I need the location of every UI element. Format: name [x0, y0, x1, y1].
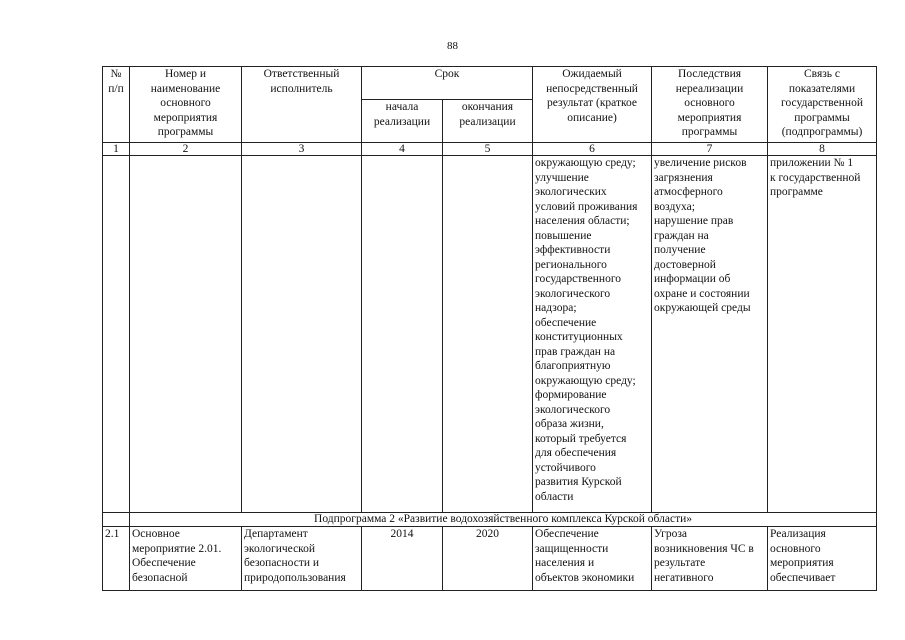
column-number: 5: [443, 143, 533, 156]
header-responsible: Ответственный исполнитель: [242, 67, 362, 143]
cell-end: [443, 156, 533, 513]
column-number: 3: [242, 143, 362, 156]
measures-table: [102, 66, 877, 591]
cell-consequences: Угроза возникновения ЧС в результате негативного: [652, 527, 768, 591]
header-name: Номер и наименование основного мероприятия программы: [130, 67, 242, 143]
column-number-row: [103, 143, 877, 156]
column-number: 8: [768, 143, 877, 156]
cell-start: 2014: [362, 527, 443, 591]
cell-relation: приложении № 1 к государственной программе: [768, 156, 877, 513]
cell-result: Обеспечение защищенности населения и объектов экономики: [533, 527, 652, 591]
cell-responsible: [242, 156, 362, 513]
cell-num: [103, 156, 130, 513]
header-consequences: Последствия нереализации основного мероприятия программы: [652, 67, 768, 143]
cell-name: Основное мероприятие 2.01. Обеспечение безопасной: [130, 527, 242, 591]
header-end: окончания реализации: [443, 100, 533, 143]
header-row-top: [103, 67, 877, 100]
header-num: № п/п: [103, 67, 130, 143]
cell-consequences: увеличение рисков загрязнения атмосферного воздуха; нарушение прав граждан на получение достоверной информации об охране и состоянии окружающей среды: [652, 156, 768, 513]
cell-result: окружающую среду; улучшение экологических условий проживания населения области; повышение эффективности регионального государственного экологического надзора; обеспечение конституционных прав граждан на благоприятную окружающую среду; формирование экологического образа жизни, который требуется для обеспечения устойчивого развития Курской области: [533, 156, 652, 513]
column-number: 1: [103, 143, 130, 156]
table-row-continuation: [103, 156, 877, 513]
cell-name: [130, 156, 242, 513]
header-relation: Связь с показателями государственной программы (подпрограммы): [768, 67, 877, 143]
header-start: начала реализации: [362, 100, 443, 143]
header-term: Срок: [362, 67, 533, 100]
subprogram-empty-cell: [103, 513, 130, 527]
cell-responsible: Департамент экологической безопасности и природопользования: [242, 527, 362, 591]
table-row-2-1: [103, 527, 877, 591]
cell-relation: Реализация основного мероприятия обеспечивает: [768, 527, 877, 591]
subprogram-row: [103, 513, 877, 527]
page-number: 88: [447, 40, 458, 52]
cell-end: 2020: [443, 527, 533, 591]
column-number: 6: [533, 143, 652, 156]
column-number: 7: [652, 143, 768, 156]
subprogram-title: Подпрограмма 2 «Развитие водохозяйственного комплекса Курской области»: [130, 513, 877, 527]
column-number: 4: [362, 143, 443, 156]
cell-num: 2.1: [103, 527, 130, 591]
cell-start: [362, 156, 443, 513]
column-number: 2: [130, 143, 242, 156]
header-result: Ожидаемый непосредственный результат (краткое описание): [533, 67, 652, 143]
